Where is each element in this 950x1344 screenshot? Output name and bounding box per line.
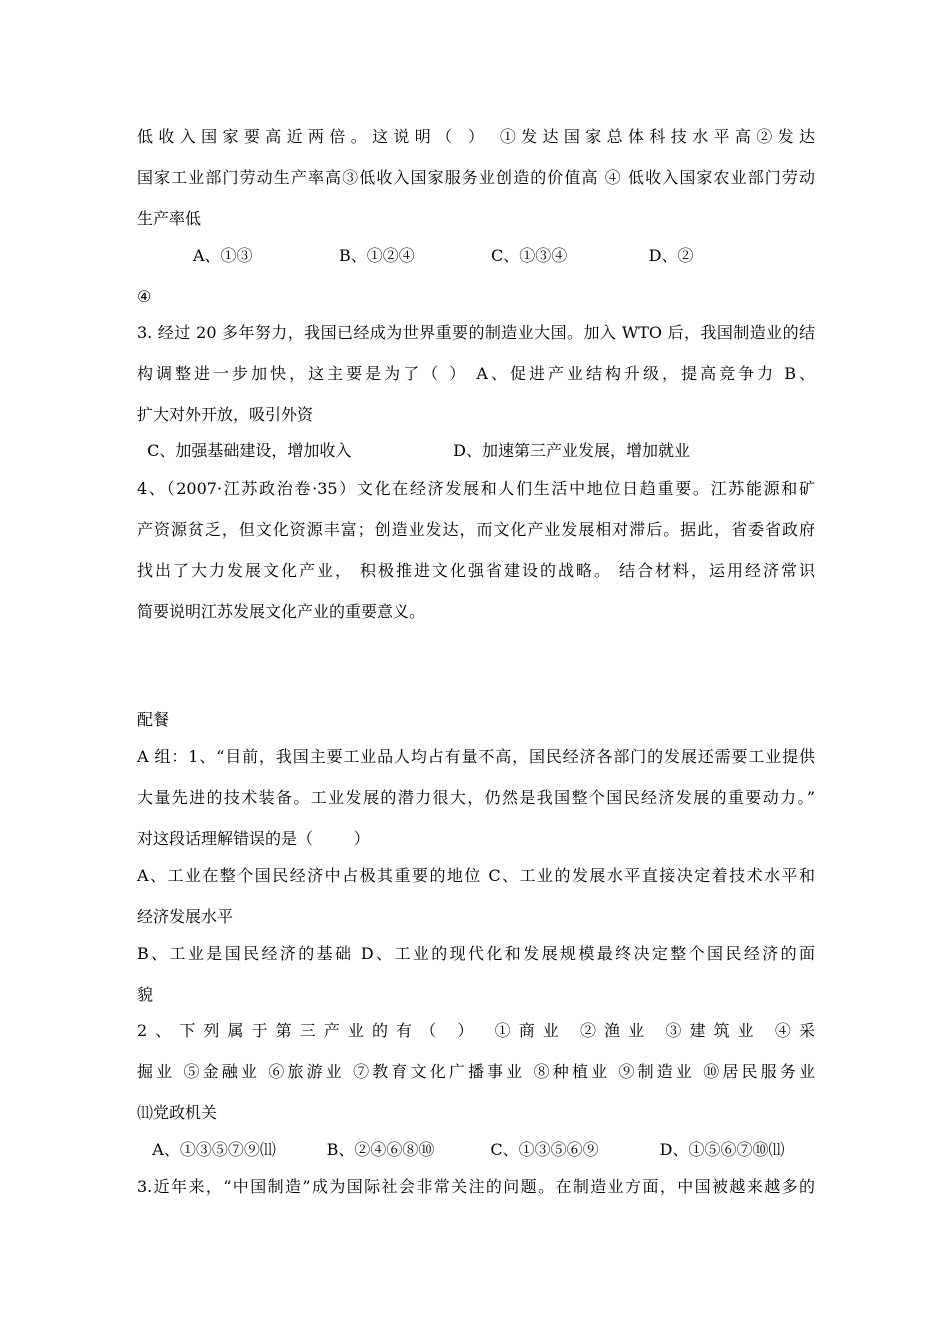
groupA-q1-line-6: B、工业是国民经济的基础 D、工业的现代化和发展规模最终决定整个国民经济的面	[137, 944, 815, 963]
q2-continued-line-2: 国家工业部门劳动生产率高③低收入国家服务业创造的价值高 ④ 低收入国家农业部门劳动	[137, 168, 815, 187]
groupA-q2-line-2: 掘业 ⑤金融业 ⑥旅游业 ⑦教育文化广播事业 ⑧种植业 ⑨制造业 ⑩居民服务业	[137, 1062, 815, 1081]
section-title: 配餐	[137, 710, 170, 729]
q2-options-wrap: ④	[137, 287, 152, 306]
q2-continued-line-3: 生产率低	[137, 209, 202, 228]
groupA-q1-line-2: 大量先进的技术装备。工业发展的潜力很大，仍然是我国整个国民经济发展的重要动力。”	[137, 788, 815, 807]
groupA-q2-line-1: 2、下列属于第三产业的有（ ） ①商业 ②渔业 ③建筑业 ④采	[137, 1021, 815, 1040]
groupA-q1-line-1: A 组：1、“目前，我国主要工业品人均占有量不高，国民经济各部门的发展还需要工业提供	[137, 747, 815, 766]
q3-line-2: 构调整进一步加快，这主要是为了（ ） A、促进产业结构升级，提高竞争力 B、	[137, 364, 815, 383]
q3-line-3: 扩大对外开放，吸引外资	[137, 405, 314, 424]
q3-options: C、加强基础建设，增加收入 D、加速第三产业发展，增加就业	[137, 441, 690, 460]
q4-line-4: 简要说明江苏发展文化产业的重要意义。	[137, 602, 426, 621]
groupA-q2-line-3: ⑾党政机关	[137, 1103, 218, 1122]
groupA-q2-options: A、①③⑤⑦⑨⑾ B、②④⑥⑧⑩ C、①③⑤⑥⑨ D、①⑤⑥⑦⑩⑾	[137, 1140, 785, 1159]
q3-line-1: 3. 经过 20 多年努力，我国已经成为世界重要的制造业大国。加入 WTO 后，我国制造业的结	[137, 323, 815, 342]
q4-line-1: 4、（2007·江苏政治卷·35）文化在经济发展和人们生活中地位日趋重要。江苏能源和矿	[137, 479, 815, 498]
q4-line-3: 找出了大力发展文化产业， 积极推进文化强省建设的战略。 结合材料，运用经济常识	[137, 561, 815, 580]
groupA-q1-line-4: A、工业在整个国民经济中占极其重要的地位 C、工业的发展水平直接决定着技术水平和	[137, 866, 815, 885]
q4-line-2: 产资源贫乏，但文化资源丰富；创造业发达，而文化产业发展相对滞后。据此，省委省政府	[137, 520, 815, 539]
groupA-q1-line-5: 经济发展水平	[137, 907, 234, 926]
groupA-q3-line-1: 3.近年来，“中国制造”成为国际社会非常关注的问题。在制造业方面，中国被越来越多的	[137, 1177, 815, 1196]
q2-continued-line-1: 低收入国家要高近两倍。这说明（ ） ①发达国家总体科技水平高②发达	[137, 127, 815, 146]
groupA-q1-line-7: 貌	[137, 985, 154, 1004]
groupA-q1-line-3: 对这段话理解错误的是（ ）	[137, 829, 370, 848]
q2-options: A、①③ B、①②④ C、①③④ D、②	[137, 246, 694, 265]
